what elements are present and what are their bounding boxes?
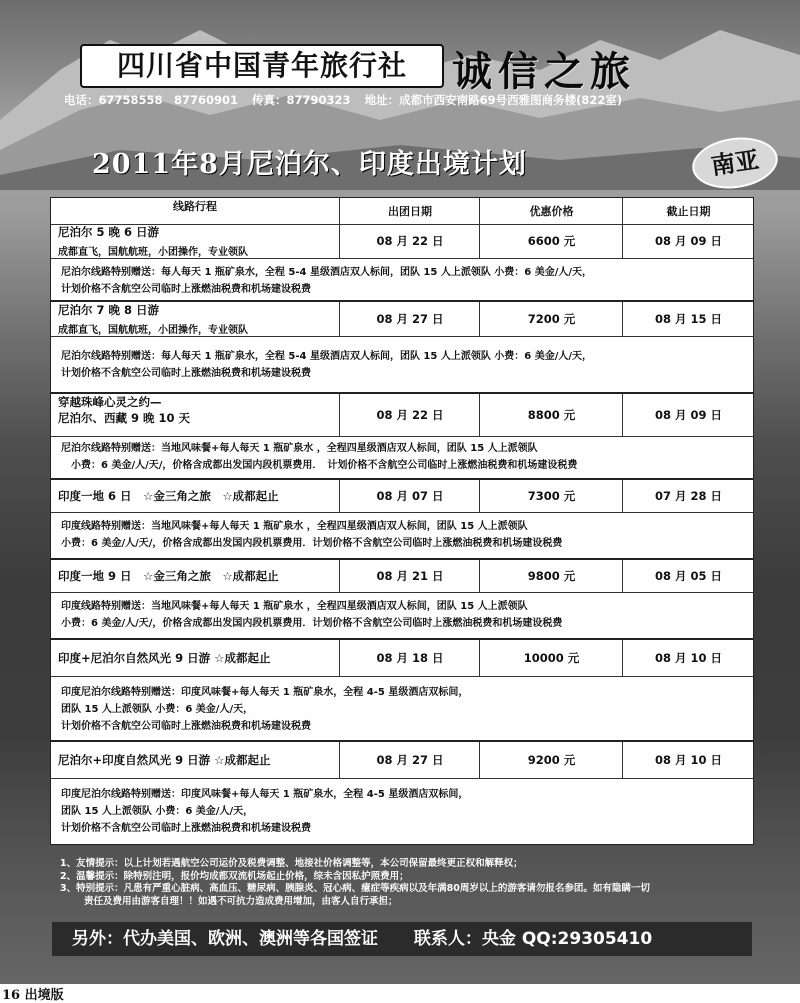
agency-name: 四川省中国青年旅行社 (80, 44, 444, 88)
slogan: 诚信之旅 (452, 48, 636, 95)
price: 8800 元 (479, 394, 623, 436)
col-header-price: 优惠价格 (479, 198, 623, 224)
route-cell (51, 480, 339, 512)
route-cell (51, 302, 339, 336)
deadline: 08 月 10 日 (622, 742, 754, 778)
route-cell (51, 394, 339, 436)
col-header-deadline: 截止日期 (622, 198, 754, 224)
price: 9200 元 (479, 742, 623, 778)
table-row (51, 640, 753, 677)
depart-date: 08 月 22 日 (339, 394, 480, 436)
footnote: 责任及费用由游客自理！！如遇不可抗力造成费用增加，由客人自行承担； (84, 895, 398, 907)
visa-service: 另外：代办美国、欧洲、澳洲等各国签证 (72, 929, 378, 949)
deadline: 07 月 28 日 (622, 480, 754, 512)
footnotes (60, 858, 760, 908)
route-note: 印度线路特别赠送：当地风味餐+每人每天 1 瓶矿泉水 ，全程四星级酒店双人标间，团队 15 人上派领队 小费：6 美金/人/天/，价格含成都出发国内段机票费用．计划价格不含航空公司临时上涨燃油税费和机场建设税费 (51, 512, 753, 560)
price: 9800 元 (479, 560, 623, 592)
route-name: 印度+尼泊尔自然风光 9 日游 ☆成都起止 (58, 651, 271, 665)
route-cell (51, 742, 339, 778)
route-name: 印度一地 9 日 ☆金三角之旅 ☆成都起止 (58, 569, 279, 583)
route-note: 印度尼泊尔线路特别赠送：印度风味餐+每人每天 1 瓶矿泉水，全程 4-5 星级酒店双标间， 团队 15 人上派领队 小费：6 美金/人/天， 计划价格不含航空公司临时上涨燃油税费和机场建设税费 (51, 676, 753, 742)
route-sub: 成都直飞，国航航班，小团操作，专业领队 (58, 325, 248, 336)
footnote: 1、友情提示：以上计划若遇航空公司运价及税费调整、地接社价格调整等，本公司保留最终更正权和解释权； (60, 858, 523, 869)
footnote: 2、温馨提示：除特别注明，报价均成都双流机场起止价格，综未含因私护照费用； (60, 870, 409, 882)
footnote: 3、特别提示：凡患有严重心脏病、高血压、糖尿病、胰腺炎、冠心病、癔症等疾病以及年满80周岁以上的游客请勿报名参团。如有隐瞒一切 (60, 883, 650, 894)
price: 7300 元 (479, 480, 623, 512)
deadline: 08 月 15 日 (622, 302, 754, 336)
visa-contact-bar (52, 922, 752, 956)
page-label: 16 出境版 (2, 988, 64, 1003)
depart-date: 08 月 27 日 (339, 742, 480, 778)
table-row (51, 742, 753, 779)
itinerary-table (50, 197, 754, 845)
route-note: 印度线路特别赠送：当地风味餐+每人每天 1 瓶矿泉水 ，全程四星级酒店双人标间，团队 15 人上派领队 小费：6 美金/人/天/，价格含成都出发国内段机票费用．计划价格不含航空公司临时上涨燃油税费和机场建设税费 (51, 592, 753, 640)
route-name: 尼泊尔+印度自然风光 9 日游 ☆成都起止 (58, 753, 271, 767)
table-row (51, 480, 753, 513)
address: 地址：成都市西安南路69号西雅图商务楼(822室) (364, 93, 623, 107)
col-header-date: 出团日期 (339, 198, 480, 224)
col-header-route: 线路行程 (173, 200, 217, 213)
route-name: 尼泊尔 5 晚 6 日游 (58, 225, 160, 239)
deadline: 08 月 05 日 (622, 560, 754, 592)
route-name: 尼泊尔 7 晚 8 日游 (58, 303, 160, 317)
route-sub: 成都直飞，国航航班，小团操作，专业领队 (58, 247, 248, 258)
deadline: 08 月 10 日 (622, 640, 754, 676)
depart-date: 08 月 07 日 (339, 480, 480, 512)
route-note: 尼泊尔线路特别赠送：每人每天 1 瓶矿泉水，全程 5-4 星级酒店双人标间，团队 15 人上派领队 小费：6 美金/人/天， 计划价格不含航空公司临时上涨燃油税费和机场建设税费 (51, 258, 753, 302)
price: 7200 元 (479, 302, 623, 336)
table-row (51, 394, 753, 437)
contact-line (64, 92, 784, 108)
price: 10000 元 (479, 640, 623, 676)
route-cell (51, 640, 339, 676)
route-cell (51, 560, 339, 592)
route-name: 印度一地 6 日 ☆金三角之旅 ☆成都起止 (58, 489, 279, 503)
deadline: 08 月 09 日 (622, 394, 754, 436)
contact-person: 联系人：央金 QQ:29305410 (413, 929, 653, 949)
table-row (51, 302, 753, 337)
table-row (51, 224, 753, 259)
price: 6600 元 (479, 224, 623, 258)
depart-date: 08 月 27 日 (339, 302, 480, 336)
depart-date: 08 月 22 日 (339, 224, 480, 258)
table-header (51, 198, 753, 225)
route-sub: 尼泊尔、西藏 9 晚 10 天 (58, 411, 191, 425)
route-cell (51, 224, 339, 258)
page-title: 2011年8月尼泊尔、印度出境计划 (92, 149, 527, 180)
depart-date: 08 月 18 日 (339, 640, 480, 676)
deadline: 08 月 09 日 (622, 224, 754, 258)
region-badge: 南亚 (689, 132, 781, 193)
phone: 电话：67758558 87760901 (64, 93, 239, 107)
route-note: 尼泊尔线路特别赠送：每人每天 1 瓶矿泉水，全程 5-4 星级酒店双人标间，团队 15 人上派领队 小费：6 美金/人/天， 计划价格不含航空公司临时上涨燃油税费和机场建设税费 (51, 336, 753, 394)
depart-date: 08 月 21 日 (339, 560, 480, 592)
table-row (51, 560, 753, 593)
route-note: 尼泊尔线路特别赠送：当地风味餐+每人每天 1 瓶矿泉水 ，全程四星级酒店双人标间，团队 15 人上派领队 小费：6 美金/人/天/，价格含成都出发国内段机票费用． 计划价格不含航空公司临时上涨燃油税费和机场建设税费 (51, 436, 753, 480)
route-name: 穿越珠峰心灵之约— (58, 395, 162, 409)
fax: 传真：87790323 (252, 93, 351, 107)
route-note: 印度尼泊尔线路特别赠送：印度风味餐+每人每天 1 瓶矿泉水，全程 4-5 星级酒店双标间， 团队 15 人上派领队 小费：6 美金/人/天， 计划价格不含航空公司临时上涨燃油税费和机场建设税费 (61, 789, 469, 834)
